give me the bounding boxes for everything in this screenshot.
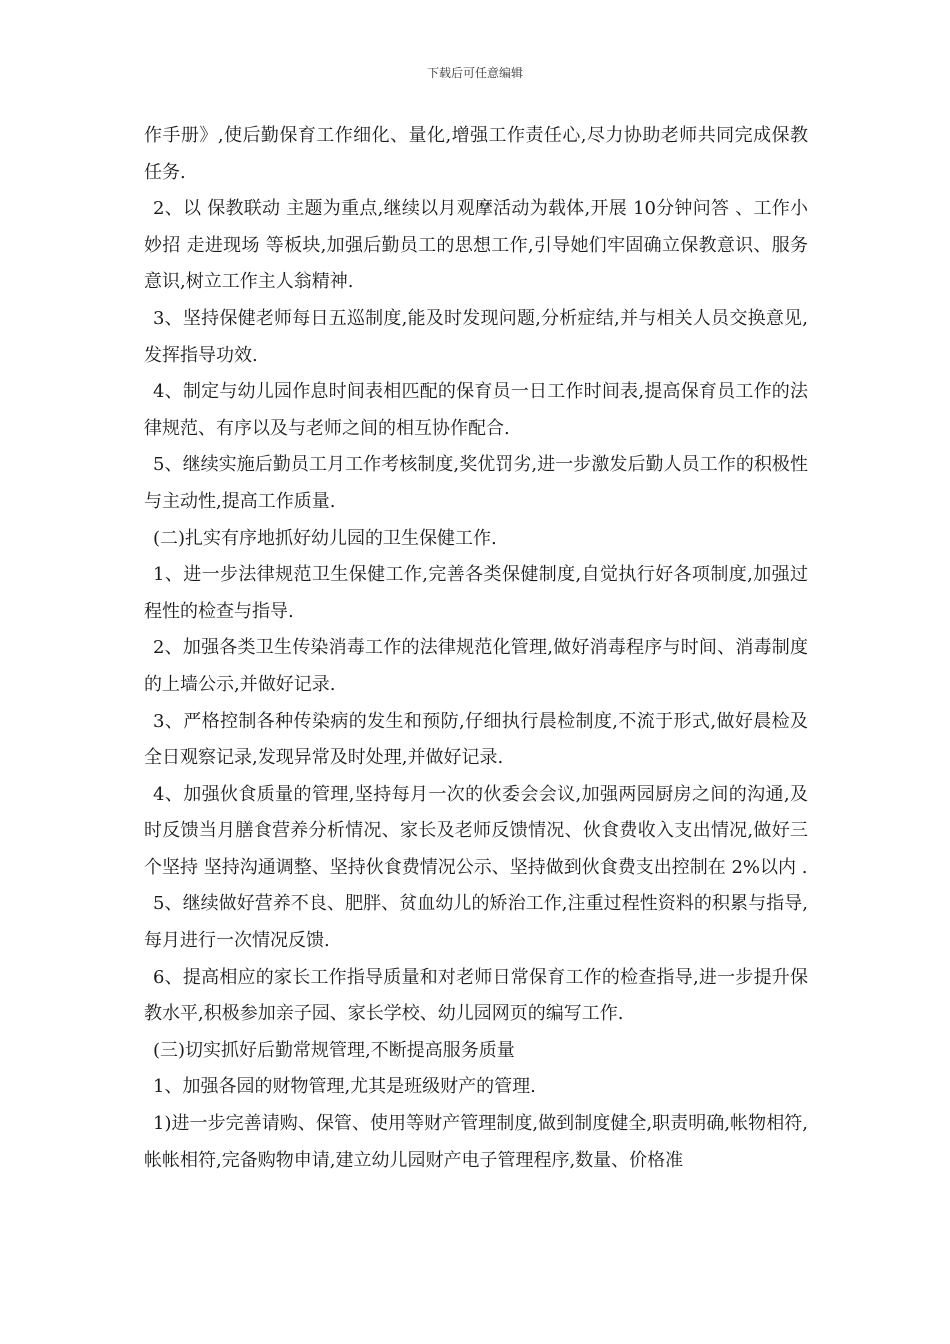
paragraph: 作手册》,使后勤保育工作细化、量化,增强工作责任心,尽力协助老师共同完成保教任务. <box>144 125 808 183</box>
paragraph: 5、继续实施后勤员工月工作考核制度,奖优罚劣,进一步激发后勤人员工作的积极性与主动性,提高工作质量. <box>144 454 808 512</box>
paragraph: 2、加强各类卫生传染消毒工作的法律规范化管理,做好消毒程序与时间、消毒制度的上墙公示,并做好记录. <box>144 637 808 695</box>
paragraph: 2、以 保教联动 主题为重点,继续以月观摩活动为载体,开展 10分钟问答 、工作小妙招 走进现场 等板块,加强后勤员工的思想工作,引导她们牢固确立保教意识、服务意识,树立工作主人翁精神. <box>144 198 808 293</box>
paragraph: (二)扎实有序地抓好幼儿园的卫生保健工作. <box>153 527 497 549</box>
paragraph: 4、制定与幼儿园作息时间表相匹配的保育员一日工作时间表,提高保育员工作的法律规范、有序以及与老师之间的相互协作配合. <box>144 381 808 439</box>
paragraph: 5、继续做好营养不良、肥胖、贫血幼儿的矫治工作,注重过程性资料的积累与指导,每月进行一次情况反馈. <box>144 893 808 952</box>
page-header: 下载后可任意编辑 <box>426 66 523 80</box>
paragraph: 4、加强伙食质量的管理,坚持每月一次的伙委会会议,加强两园厨房之间的沟通,及时反馈当月膳食营养分析情况、家长及老师反馈情况、伙食费收入支出情况,做好三个坚持 坚持沟通调整、坚持伙食费情况公示、坚持做到伙食费支出控制在 2%以内 . <box>144 783 808 878</box>
paragraph: 1)进一步完善请购、保管、使用等财产管理制度,做到制度健全,职责明确,帐物相符,帐帐相符,完备购物申请,建立幼儿园财产电子管理程序,数量、价格准 <box>144 1113 808 1171</box>
paragraph: 1、进一步法律规范卫生保健工作,完善各类保健制度,自觉执行好各项制度,加强过程性的检查与指导. <box>144 564 808 622</box>
paragraph: 1、加强各园的财物管理,尤其是班级财产的管理. <box>153 1076 536 1098</box>
paragraph: (三)切实抓好后勤常规管理,不断提高服务质量 <box>153 1039 515 1061</box>
document-body <box>144 118 808 1179</box>
paragraph: 6、提高相应的家长工作指导质量和对老师日常保育工作的检查指导,进一步提升保教水平,积极参加亲子园、家长学校、幼儿园网页的编写工作. <box>144 966 808 1025</box>
paragraph: 3、严格控制各种传染病的发生和预防,仔细执行晨检制度,不流于形式,做好晨检及全日观察记录,发现异常及时处理,并做好记录. <box>144 710 808 769</box>
paragraph: 3、坚持保健老师每日五巡制度,能及时发现问题,分析症结,并与相关人员交换意见,发挥指导功效. <box>144 307 808 366</box>
